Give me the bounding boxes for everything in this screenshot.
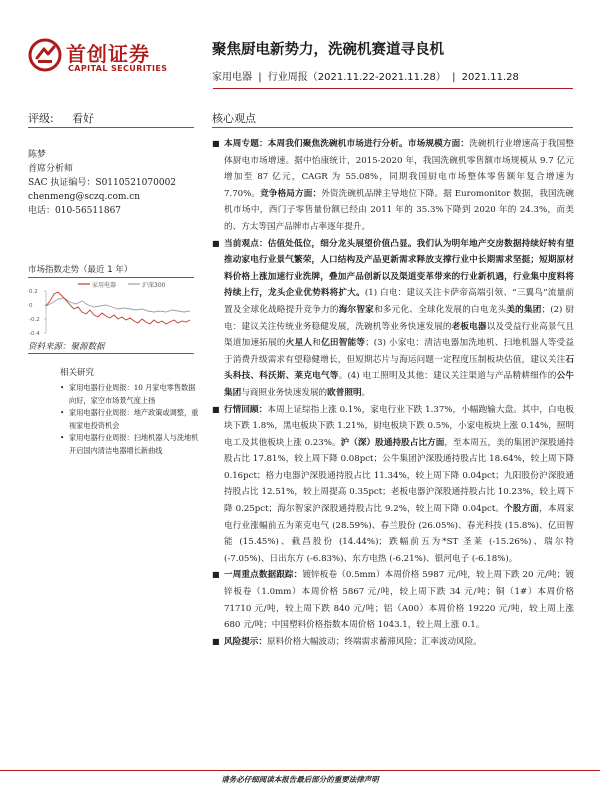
legend-label-csi300: 沪深300 xyxy=(142,282,166,289)
bullet-square-icon: ■ xyxy=(212,404,220,414)
stock-name: 老板电器 xyxy=(451,321,487,332)
legend-label-home-appliance: 家用电器 xyxy=(92,282,117,289)
series-line-csi300 xyxy=(46,298,190,312)
y-tick-label: 0 xyxy=(29,303,33,309)
view-text: ；(3) 小家电：清洁电器加洗地机、扫地机器人等受益于消费升级需求有望稳健增长，但短期芯片与海运问题一定程度压制板块估值，建议关注 xyxy=(224,338,574,365)
core-heading: 核心观点 xyxy=(212,112,256,125)
individual-stocks-label: 个股方面 xyxy=(504,504,540,515)
market-size-text: 洗碗机行业增速高于我国整体厨电市场增速。据中怡康统计，2015-2020 年，我国洗碗机零售额市场规模从 9.7 亿元增加至 87 亿元，CAGR 为 55.08%，同期我国厨电市场整体零售额年复合增速为 7.70%。 xyxy=(224,139,574,199)
report-title: 聚焦厨电新势力，洗碗机赛道寻良机 xyxy=(212,42,444,58)
report-date: 2021.11.28 xyxy=(461,72,519,83)
data-tracking-label: 一周重点数据跟踪： xyxy=(224,570,303,581)
header-divider xyxy=(213,88,573,89)
y-tick-label: -0.4 xyxy=(29,331,40,337)
view-text: 。(4) 电工照明及其他：建议关注渠道与产品精耕细作的 xyxy=(338,371,557,382)
bullet-icon: • xyxy=(60,433,65,442)
risk-text: 原料价格大幅波动；终端需求蓄滞风险；汇率波动风险。 xyxy=(266,636,482,647)
analyst-license: SAC 执证编号：S0110521070002 xyxy=(28,178,177,188)
connect-holdings-label: 沪（深）股通持股占比方面 xyxy=(340,437,445,448)
risk-label: 风险提示： xyxy=(224,636,267,647)
data-tracking-text: 镀锌板卷（0.5mm）本周价格 5987 元/吨，较上周下跌 20 元/吨；镀锌板卷（1.0mm）本周价格 5867 元/吨，较上周下跌 34 元/吨；铜（1#）本周价格 71710 元/吨，较上周下跌 840 元/吨；铝（A00）本周价格 19220 元/吨，较上周上涨 680 元/吨；中国塑料价格指数本周价格 1043.1，较上周上涨 0.1。 xyxy=(224,570,574,631)
chart-source: 资料来源：聚源数据 xyxy=(28,342,105,352)
rating-label: 评级: xyxy=(28,112,54,125)
competition-label: 竞争格局方面： xyxy=(260,188,322,199)
core-viewpoints xyxy=(212,136,574,650)
analyst-phone: 电话：010-56511867 xyxy=(28,206,122,216)
related-research-item[interactable] xyxy=(60,407,200,432)
related-research-text: 家用电器行业周报：扫地机器人与洗地机开启国内清洁电器增长新曲线 xyxy=(69,433,199,455)
market-review-text: 本周上证综指上涨 0.1%，家电行业下跌 1.37%，小幅跑输大盘。其中，白电板块下跌 1.8%，黑电板块下跌 1.21%，厨电板块下跌 0.5%，小家电板块上涨 0.14%，照明电工及其他板块上涨 0.23%。 xyxy=(224,404,574,448)
stock-name: 亿田智能等 xyxy=(321,338,366,349)
view-text: 与商照业务快速发展的 xyxy=(241,387,328,398)
report-category: 家用电器 xyxy=(212,72,252,83)
view-text: 和多元化、全球化发展的白电龙头 xyxy=(374,304,507,315)
subtitle-separator: | xyxy=(452,72,456,83)
bullet-icon: • xyxy=(60,383,65,392)
series-line-home-appliance xyxy=(46,292,190,324)
stock-name: 火星人 xyxy=(285,338,313,349)
bullet-icon: • xyxy=(60,408,65,417)
bullet-market-review xyxy=(212,402,574,568)
market-index-chart xyxy=(28,279,194,337)
stock-name: 欧普照明 xyxy=(327,387,362,398)
view-text: (1) 白电：建议关注卡萨帝高端引领、“三翼鸟”流量前置及全球化战略提升竞争力的 xyxy=(224,288,574,315)
left-divider xyxy=(28,127,194,128)
bullet-square-icon: ■ xyxy=(212,570,220,580)
y-tick-label: -0.2 xyxy=(29,317,40,323)
chart-legend xyxy=(78,281,166,289)
current-view-label: 当前观点： xyxy=(224,238,268,249)
bullet-square-icon: ■ xyxy=(212,139,220,148)
view-text: 。 xyxy=(361,387,371,398)
analyst-info xyxy=(28,148,176,218)
connect-holdings-text: ，至本周五，美的集团沪深股通持股占比 17.81%，较上周下降 0.08pct；公牛集团沪深股通持股占比 18.64%，较上周下降 0.16pct；格力电器沪深股通持股占比 11.34%，较上周下降 0.04pct；九阳股份沪深股通持股占比 12.51%，较上周提高 0.35pct；老板电器沪深股通持股占比 10.23%，较上周下降 0.25pct；海尔智家沪深股通持股占比 9.2%，较上周下降 0.04pct。 xyxy=(224,437,574,515)
view-text: ；(2) 厨电：建议关注传统业务稳健发展，洗碗机等业务快速发展的 xyxy=(224,304,574,332)
brand-name-en: CAPITAL SECURITIES xyxy=(68,64,168,73)
legal-footer: 请务必仔细阅读本报告最后部分的重要法律声明 xyxy=(221,775,379,784)
company-logo xyxy=(28,38,198,78)
stock-name: 美的集团 xyxy=(506,304,542,315)
related-research-list xyxy=(60,382,200,457)
related-research-item[interactable] xyxy=(60,432,200,457)
related-research-item[interactable] xyxy=(60,382,200,407)
related-research-heading: 相关研究 xyxy=(60,368,95,378)
market-size-label: 市场规模方面： xyxy=(407,139,470,149)
chart-divider xyxy=(28,277,194,278)
stock-name: 石头科技、科沃斯、莱克电气等 xyxy=(224,354,574,382)
capital-securities-logo-icon xyxy=(28,38,62,72)
related-research-text: 家用电器行业周报：10 月家电零售数据向好，家空市场景气度上扬 xyxy=(69,383,196,405)
core-divider xyxy=(212,127,573,128)
analyst-email: chenmeng@sczq.com.cn xyxy=(28,192,141,202)
bullet-current-view xyxy=(212,236,574,402)
bullet-data-tracking xyxy=(212,567,574,633)
subtitle-separator: | xyxy=(258,72,262,83)
stock-name: 海尔智家 xyxy=(338,304,374,315)
rating-value: 看好 xyxy=(72,112,94,125)
chart-bottom-divider xyxy=(28,353,194,354)
chart-heading: 市场指数走势（最近 1 年） xyxy=(28,265,133,275)
bullet-square-icon: ■ xyxy=(212,636,220,646)
current-view-lead: 估值处低位，细分龙头展望价值凸显。我们认为明年地产交房数据持续好转有望推动家电行业景气繁荣，人口结构及产品更新需求释放支撑行业中长期需求坚挺；短期原材料价格上涨加速行业洗牌，叠加产品创新以及渠道变革带来的行业新机遇，行业集中度料将持续上行，龙头企业优势料将扩大。 xyxy=(224,238,574,299)
market-review-label: 行情回顾： xyxy=(224,404,268,415)
analyst-title: 首席分析师 xyxy=(28,164,74,174)
view-text: 和 xyxy=(312,338,322,349)
competition-text: 外资洗碗机品牌主导地位下降。据 Euromonitor 数据，我国洗碗机市场中，西门子零售量份额已经由 2011 年的 35.3%下降到 2020 年的 24.3%，而美的、方太等国产品牌市占率逐年提升。 xyxy=(224,188,574,232)
stock-name: 公牛集团 xyxy=(224,371,574,398)
report-type: 行业周报（2021.11.22-2021.11.28） xyxy=(267,72,446,83)
y-tick-label: 0.2 xyxy=(29,289,38,295)
chart-y-axis xyxy=(29,289,46,337)
bullet-weekly-topic xyxy=(212,136,574,236)
analyst-name: 陈梦 xyxy=(28,150,47,160)
weekly-topic-label: 本周专题： xyxy=(224,139,268,149)
report-subtitle xyxy=(212,68,519,83)
bullet-square-icon: ■ xyxy=(212,238,220,248)
individual-stocks-text: ，本周家电行业涨幅前五为莱克电气 (28.59%)、春兰股份 (26.05%)、春光科技 (15.8%)、亿田智能 (15.45%)、截昌股份 (14.44%)；跌幅前五为*ST 圣莱 (-15.26%)、瑞尔特 (-7.05%)、日出东方 (-6.83%)、东方电热 (-6.21%)、银河电子 (-6.18%)。 xyxy=(224,504,574,564)
footer-divider xyxy=(0,770,600,771)
related-research-text: 家用电器行业周报：地产政策或调整，重视家电投资机会 xyxy=(69,408,199,430)
view-text: 以及受益行业高景气且渠道加速拓展的 xyxy=(224,321,574,349)
bullet-risk xyxy=(212,634,574,651)
weekly-topic-lead: 本周我们聚焦洗碗机市场进行分析。 xyxy=(267,139,408,149)
brand-name-cn: 首创证券 xyxy=(66,42,150,66)
